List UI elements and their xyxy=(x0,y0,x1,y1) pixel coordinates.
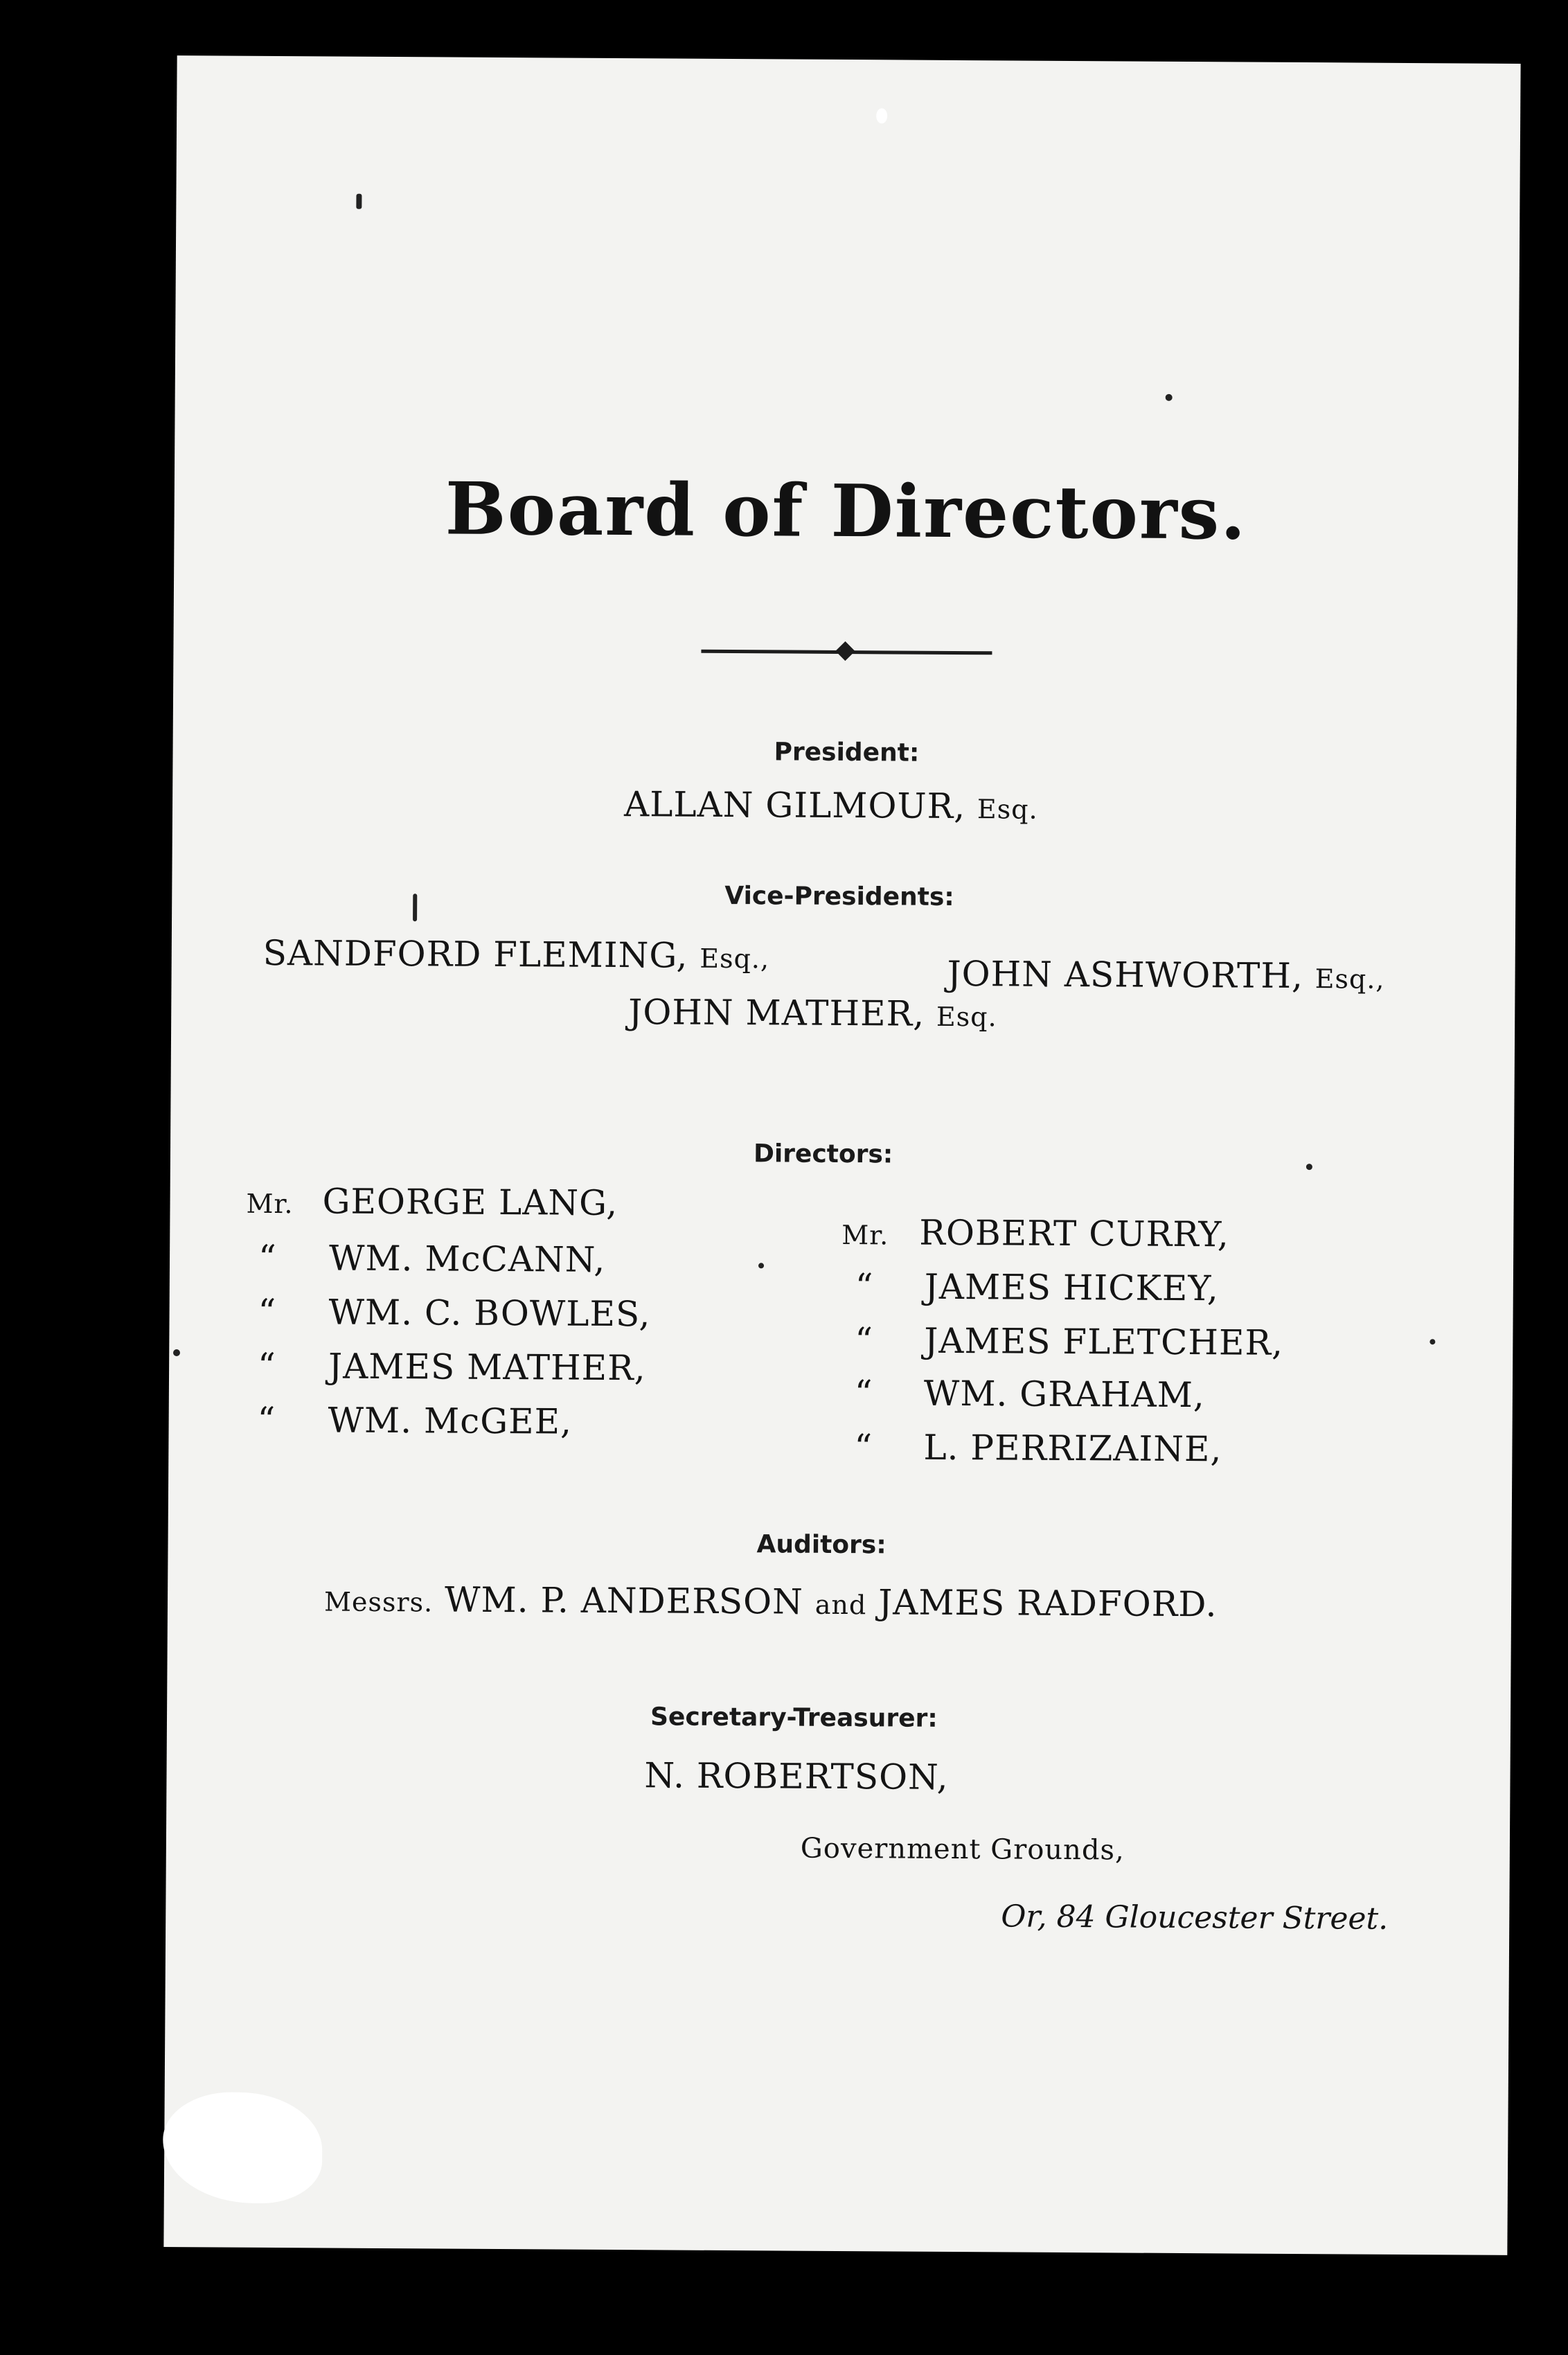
ditto-mark: “ xyxy=(257,1399,276,1441)
auditors-conjunction: and xyxy=(814,1589,867,1621)
director-prefix: Mr. xyxy=(246,1188,294,1220)
vice-president-name: JOHN MATHER, xyxy=(628,992,925,1034)
director-name: GEORGE LANG, xyxy=(322,1181,618,1224)
paper-speck xyxy=(758,1263,764,1268)
director-name: L. PERRIZAINE, xyxy=(923,1427,1222,1470)
paper-damage-blot xyxy=(163,2092,323,2203)
auditors-heading: Auditors: xyxy=(756,1530,887,1560)
paper-speck xyxy=(173,1349,180,1356)
president-suffix: Esq. xyxy=(977,794,1038,825)
paper-speck xyxy=(356,194,362,209)
vice-president-entry xyxy=(947,954,1384,997)
director-entry-right xyxy=(841,1212,1229,1254)
directors-heading: Directors: xyxy=(753,1139,893,1169)
director-name: WM. GRAHAM, xyxy=(923,1373,1205,1416)
ditto-mark: “ xyxy=(855,1320,874,1361)
ditto-mark: “ xyxy=(257,1345,276,1387)
vice-president-suffix: Esq., xyxy=(700,943,770,975)
director-entry-right xyxy=(855,1373,1205,1415)
secretary-heading: Secretary-Treasurer: xyxy=(650,1703,938,1733)
director-entry-left xyxy=(258,1292,650,1334)
paper-speck xyxy=(1429,1339,1435,1344)
secretary-address-line2: Or, 84 Gloucester Street. xyxy=(1001,1899,1389,1937)
director-name: WM. McCANN, xyxy=(328,1238,606,1280)
ditto-mark: “ xyxy=(855,1266,874,1307)
vice-president-entry xyxy=(628,992,997,1034)
president-name-line xyxy=(624,784,1038,827)
vice-president-suffix: Esq., xyxy=(1315,963,1385,995)
director-name: JAMES FLETCHER, xyxy=(924,1320,1284,1363)
director-entry-right xyxy=(855,1266,1219,1308)
paper-speck xyxy=(413,894,417,921)
director-name: JAMES MATHER, xyxy=(328,1346,646,1389)
director-name: JAMES HICKEY, xyxy=(924,1266,1219,1309)
auditor-name: WM. P. ANDERSON xyxy=(444,1579,804,1622)
page-title: Board of Directors. xyxy=(445,465,1247,556)
secretary-address-line1: Government Grounds, xyxy=(800,1832,1125,1867)
director-entry-right xyxy=(855,1320,1283,1363)
director-name: WM. C. BOWLES, xyxy=(328,1292,651,1335)
auditors-prefix: Messrs. xyxy=(323,1586,434,1618)
ditto-mark: “ xyxy=(258,1237,277,1279)
auditor-name: JAMES RADFORD. xyxy=(877,1582,1218,1625)
vice-president-name: SANDFORD FLEMING, xyxy=(262,932,688,976)
paper-speck xyxy=(1166,394,1173,401)
director-prefix: Mr. xyxy=(841,1219,889,1251)
director-entry-left xyxy=(258,1346,646,1388)
document-page xyxy=(163,55,1520,2255)
divider-diamond-ornament xyxy=(835,641,855,661)
director-name: ROBERT CURRY, xyxy=(919,1212,1229,1255)
director-entry-left xyxy=(258,1238,605,1280)
vice-president-suffix: Esq. xyxy=(936,1001,997,1033)
auditors-line xyxy=(324,1579,1218,1624)
secretary-name: N. ROBERTSON, xyxy=(644,1755,949,1797)
ditto-mark: “ xyxy=(854,1427,873,1468)
president-heading: President: xyxy=(774,738,920,767)
director-name: WM. McGEE, xyxy=(328,1400,573,1442)
paper-speck xyxy=(1306,1164,1312,1170)
vice-presidents-heading: Vice-Presidents: xyxy=(724,881,954,912)
director-entry-left xyxy=(246,1181,618,1223)
vice-president-name: JOHN ASHWORTH, xyxy=(947,953,1304,997)
vice-president-entry xyxy=(263,933,770,976)
president-name: ALLAN GILMOUR, xyxy=(623,784,966,827)
paper-speck xyxy=(876,108,887,123)
director-entry-right xyxy=(854,1427,1222,1469)
ditto-mark: “ xyxy=(854,1373,873,1414)
ditto-mark: “ xyxy=(258,1291,277,1333)
director-entry-left xyxy=(257,1400,572,1442)
